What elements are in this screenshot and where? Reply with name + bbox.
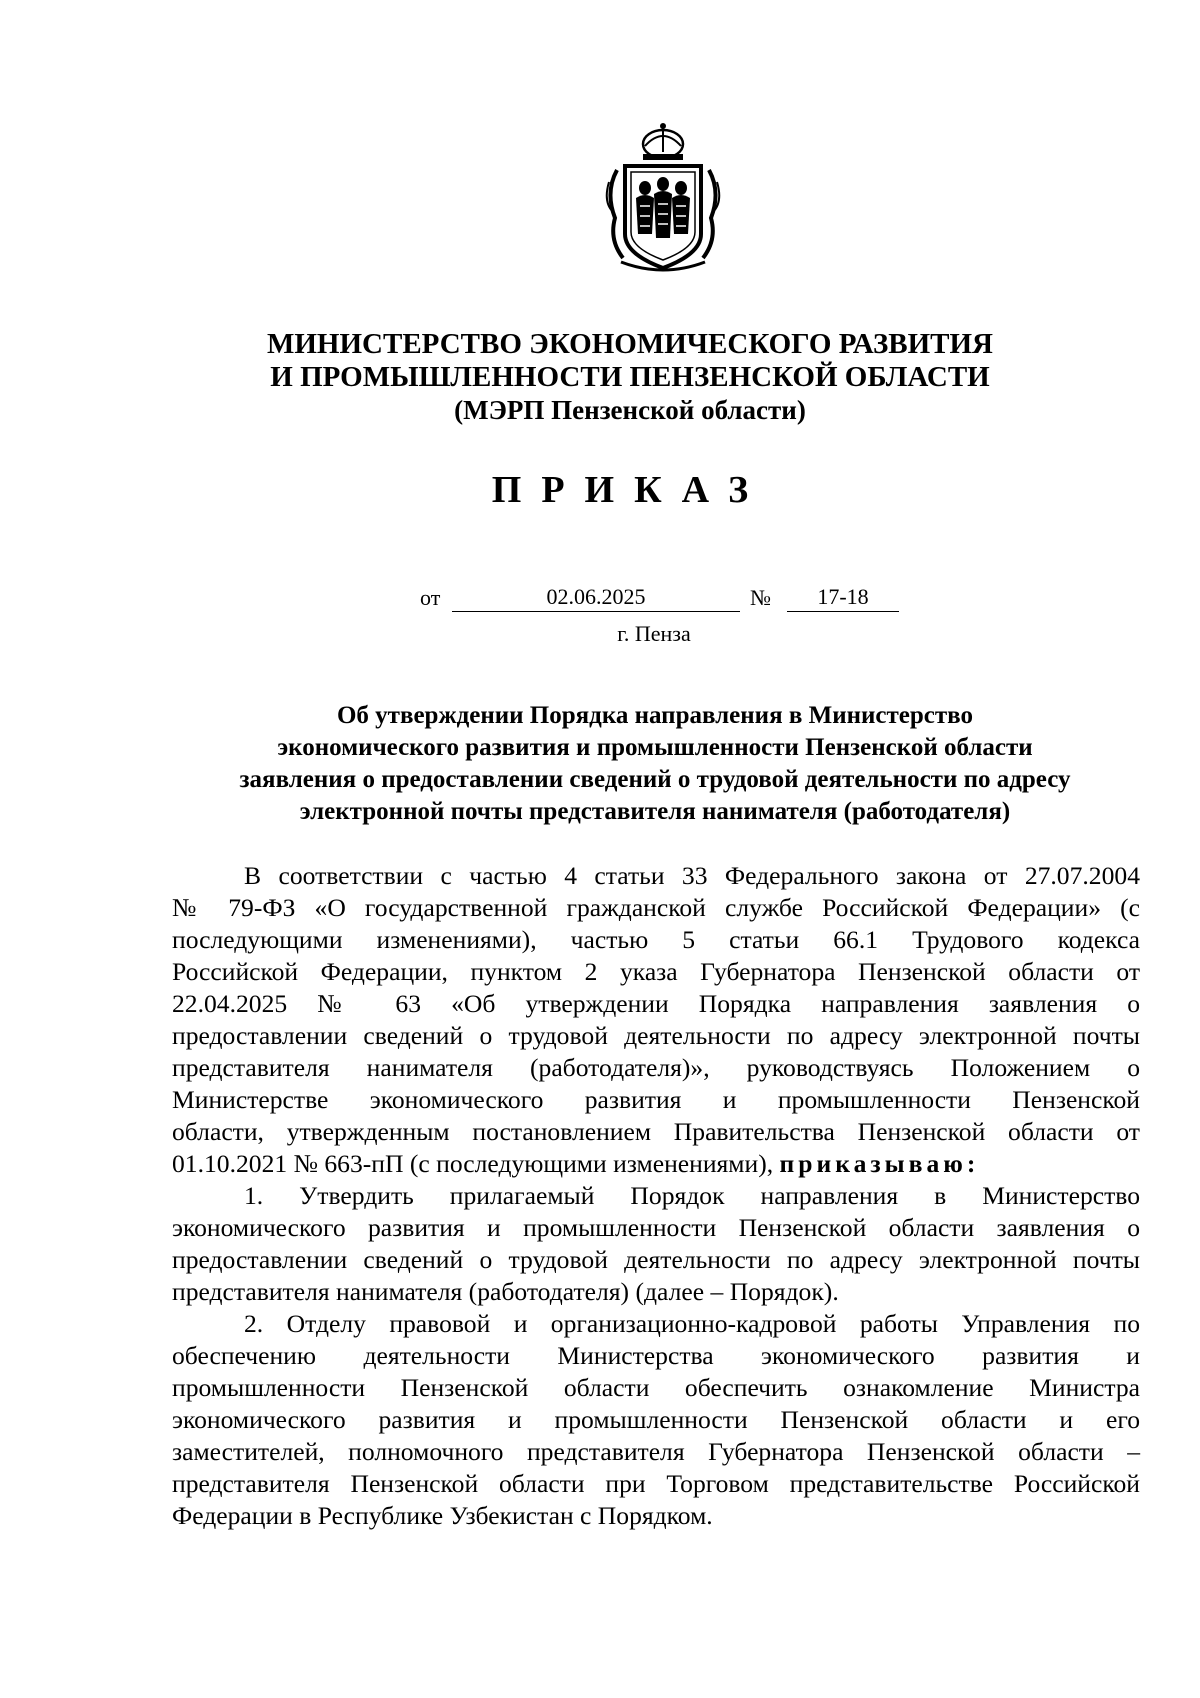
order-subject [170,700,1140,828]
order-number: 17-18 [787,583,899,612]
subject-line: экономического развития и промышленности Пензенской области [277,734,1033,761]
preamble-line: Российской Федерации, пунктом 2 указа Губернатора Пензенской области от [172,957,1140,986]
preamble-line: № 79-ФЗ «О государственной гражданской службе Российской Федерации» (с [172,893,1140,922]
subject-line: электронной почты представителя нанимателя (работодателя) [299,798,1011,825]
coat-of-arms-emblem [603,122,723,277]
item-2-line: заместителей, полномочного представителя Губернатора Пензенской области – [172,1437,1140,1466]
item-2-line: 2. Отделу правовой и организационно-кадровой работы Управления по [244,1309,1140,1338]
ministry-name-line-1: МИНИСТЕРСТВО ЭКОНОМИЧЕСКОГО РАЗВИТИЯ [267,328,993,360]
number-label: № [750,585,771,610]
preamble-line: 22.04.2025 № 63 «Об утверждении Порядка направления заявления о [172,989,1140,1018]
subject-line: Об утверждении Порядка направления в Министерство [336,702,973,729]
preamble-line: предоставлении сведений о трудовой деятельности по адресу электронной почты [172,1021,1140,1050]
preamble-line: последующими изменениями), частью 5 статьи 66.1 Трудового кодекса [172,925,1140,954]
item-1-line: экономического развития и промышленности Пензенской области заявления о [172,1213,1140,1242]
city: г. Пенза [617,621,691,646]
preamble-line-text: 01.10.2021 № 663-пП (с последующими изменениями), [172,1149,780,1178]
preamble-line: В соответствии с частью 4 статьи 33 Федерального закона от 27.07.2004 [244,861,1140,890]
item-2-line: обеспечению деятельности Министерства экономического развития и [172,1341,1140,1370]
preamble-line: области, утвержденным постановлением Правительства Пензенской области от [172,1117,1140,1146]
item-1-line: представителя нанимателя (работодателя) (далее – Порядок). [172,1277,839,1306]
preamble-line: Министерстве экономического развития и промышленности Пензенской [172,1085,1140,1114]
order-body [172,860,1140,1532]
ministry-abbreviation: (МЭРП Пензенской области) [454,395,806,425]
order-title: ПРИКАЗ [491,469,769,511]
item-2-line: экономического развития и промышленности Пензенской области и его [172,1405,1140,1434]
item-2-line: промышленности Пензенской области обеспечить ознакомление Министра [172,1373,1140,1402]
item-2-line: Федерации в Республике Узбекистан с Порядком. [172,1501,713,1530]
ministry-name-line-2: И ПРОМЫШЛЕННОСТИ ПЕНЗЕНСКОЙ ОБЛАСТИ [270,361,990,393]
order-date: 02.06.2025 [452,583,740,612]
subject-line: заявления о предоставлении сведений о трудовой деятельности по адресу [239,766,1071,793]
preamble-last-line [172,1148,1140,1180]
item-1-line: 1. Утвердить прилагаемый Порядок направления в Министерство [244,1181,1140,1210]
date-label: от [420,585,441,610]
order-word: приказываю: [779,1149,980,1178]
item-2-line: представителя Пензенской области при Торговом представительстве Российской [172,1469,1140,1498]
preamble-line: представителя нанимателя (работодателя)», руководствуясь Положением о [172,1053,1140,1082]
item-1-line: предоставлении сведений о трудовой деятельности по адресу электронной почты [172,1245,1140,1274]
